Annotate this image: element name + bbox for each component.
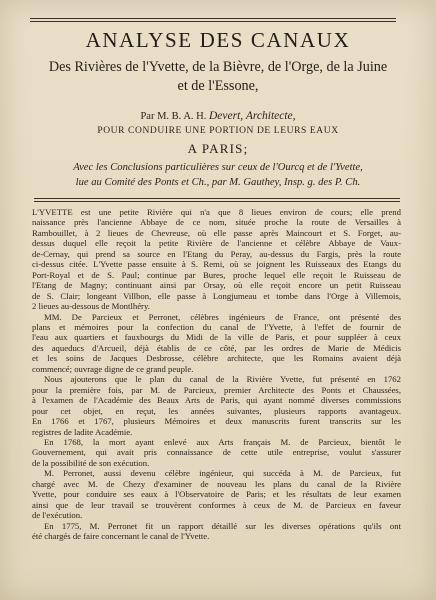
text-line: été chargés de faire concernant le canal de l'Yvette. — [32, 531, 210, 542]
top-rule — [30, 18, 396, 19]
text-line: commencé; ouvrage digne de ce grand peuple. — [32, 363, 194, 374]
document-subtitle — [28, 58, 408, 96]
byline-author: M. B. A. H. — [157, 111, 207, 122]
text-line: à l'examen de l'Académie des Beaux Arts de Paris, qui ayant nommé diverses commissions — [32, 395, 401, 406]
text-line: Nous ajouterons que le plan du canal de la Rivière Yvette, fut présenté en 1762 — [44, 374, 401, 385]
top-rule-thin — [30, 21, 396, 22]
text-line: En 1768, la mort ayant enlevé aux Arts français M. de Parcieux, bientôt le — [44, 436, 401, 447]
text-line: Rambouillet, à 2 lieues de Chevreuse, où elle passe après Maincourt et S. Forget, au- — [32, 227, 401, 238]
author-byline — [20, 110, 416, 122]
body-paragraph — [32, 374, 401, 437]
subtitle-line-2: et de l'Essone, — [177, 78, 259, 94]
text-line: pour cet objet, en reçut, les années suivantes, plusieurs rapports avantageux. — [32, 405, 401, 416]
body-paragraph — [32, 312, 401, 375]
text-line: dessus duquel elle reçoit la petite Rivière de l'ancienne et célèbre Abbaye de Vaux- — [32, 238, 401, 249]
text-line: ainsi que de leur travail se trouvèrent conformes à ceux de M. de Parcieux en faveur — [32, 499, 401, 510]
text-line: de l'exécution. — [32, 510, 83, 521]
body-paragraph — [32, 521, 401, 542]
body-paragraph — [32, 207, 401, 312]
text-line: 2 lieues au-dessous de Montlhéry. — [32, 301, 150, 312]
text-line: des aqueducs d'Arcueil, déjà établis de ce côté, par les ordres de Marie de Médicis — [32, 342, 401, 353]
body-paragraph — [32, 468, 401, 520]
section-separator-thin — [34, 201, 400, 202]
conclusions-line-1: Avec les Conclusions particulières sur ceux de l'Ourcq et de l'Yvette, — [73, 162, 363, 173]
text-line: L'YVETTE est une petite Rivière qui n'a que 8 lieues environ de cours; elle prend — [32, 207, 401, 217]
text-line: M. Perronet, aussi devenu célèbre ingénieur, qui succéda à M. de Parcieux, fut — [44, 468, 401, 479]
text-line: ci-dessus citée. L'Yvette passe ensuite à S. Remi, où se joignent les Ruisseaux des Etangs du — [32, 259, 401, 270]
text-line: naissance près l'ancienne Abbaye de ce nom, située proche la route de Versailles à — [32, 217, 401, 228]
text-line: En 1775, M. Perronet fit un rapport détaillé sur les diverses opérations qu'ils ont — [44, 520, 401, 531]
text-line: pour la première fois, par M. de Parcieux, premier Architecte des Ponts et Chaussées, — [32, 384, 401, 395]
text-line: En 1766 et 1767, plusieurs Mémoires et deux manuscrits furent transcrits sur les — [32, 416, 401, 427]
text-line: Gouvernement, qui avait pris connaissance de cette utile entreprise, voulut s'assurer — [32, 447, 401, 458]
conclusions-line-2: lue au Comité des Ponts et Ch., par M. Gauthey, Insp. g. des P. Ch. — [75, 177, 361, 188]
body-paragraph — [32, 437, 401, 468]
text-line: de S. Clair; longeant Villbon, elle passe à Longjumeau et tombe dans l'Orge à Villemois, — [32, 290, 401, 301]
purpose-line: POUR CONDUIRE UNE PORTION DE LEURS EAUX — [97, 126, 339, 136]
conclusions-block — [22, 160, 414, 190]
byline-prefix: Par — [140, 111, 155, 122]
text-line: Yvette, pour conduire ses eaux à l'Observatoire de Paris; et les résultats de leur examen — [32, 489, 401, 500]
city-line: A PARIS; — [187, 141, 249, 156]
subtitle-line-1: Des Rivières de l'Yvette, de la Bièvre, de l'Orge, de la Juine — [48, 59, 388, 75]
text-line: chargé avec M. de Chezy d'examiner de nouveau les plans du canal de la Rivière — [32, 478, 401, 489]
section-separator — [34, 198, 400, 199]
text-line: MM. De Parcieux et Perronet, célèbres ingénieurs de France, ont présenté des — [44, 311, 401, 322]
document-title: ANALYSE DES CANAUX — [85, 28, 351, 52]
body-text — [32, 207, 401, 542]
text-line: de-Cernay, qui prend sa source en l'Etang du Peray, au-dessus du Fargis, près la route — [32, 248, 401, 259]
text-line: l'Etang de Magny; continuant ainsi par Orsay, où elle reçoit encore un petit Ruisseau — [32, 280, 401, 291]
text-line: de la possibilité de son exécution. — [32, 457, 150, 468]
text-line: l'eau aux quartiers et fauxbourgs du Midi de la ville de Paris, et pour suppléer à ceux — [32, 332, 401, 343]
text-line: registres de ladite Académie. — [32, 426, 133, 437]
text-line: Port-Royal et de S. Paul; continue par Bures, proche lequel elle reçoit le Ruisseau de — [32, 269, 401, 280]
text-line: plans et mémoires pour la confection du canal de l'Yvette, à l'effet de fournir de — [32, 321, 401, 332]
byline-name: Devert — [209, 110, 241, 122]
byline-role: , Architecte, — [240, 110, 296, 122]
text-line: et les soins de Jacques Desbrosse, célèbre architecte, que les Romains avaient déjà — [32, 353, 401, 364]
